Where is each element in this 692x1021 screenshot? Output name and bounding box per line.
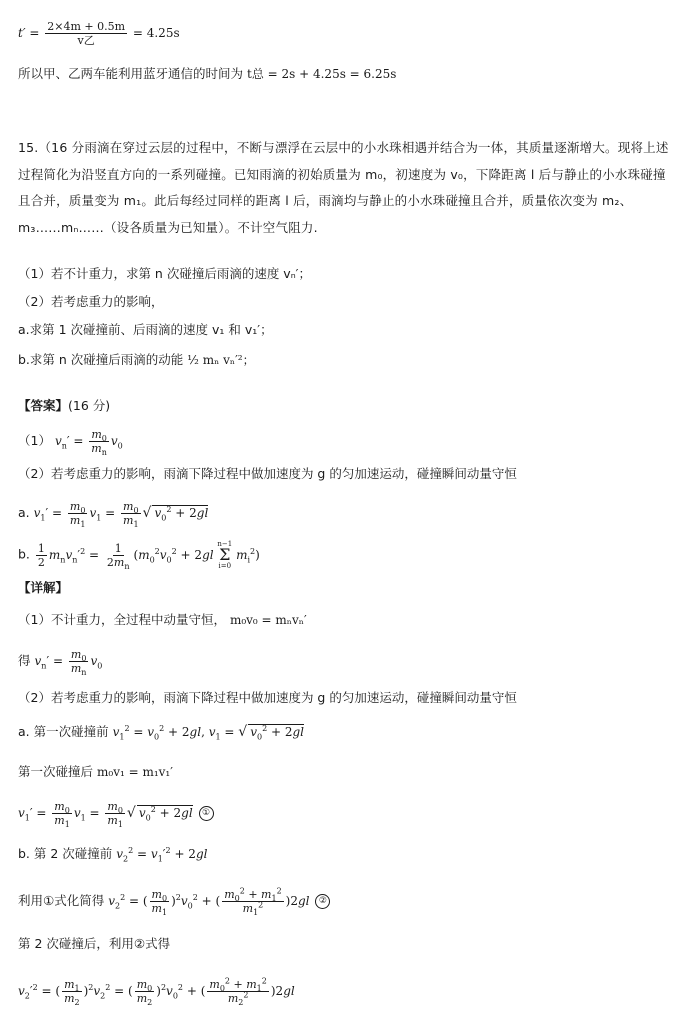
- detail-2c: 利用①式化简得 $v_2^2$ = ( $\frac{m_0}{m_1}$ )$^2v_0^2$ + ( $\frac{m_0^2 + m_1^2}{m_1^2}$ )2gl ②: [18, 888, 332, 915]
- formula-t-prime: t′ = $\frac{2\times 4m + 0.5m}{\text{v乙}}$ = 4.25s: [18, 20, 180, 47]
- answer-1: （1） $v_n'$ = $\frac{m_0}{m_n}$ $v_0$: [18, 428, 123, 458]
- detail-2a: a. 第一次碰撞前 $v_1^2 = v_0^2 + 2gl$, $v_1$ = √ $v_0^2 + 2gl$: [18, 724, 305, 742]
- fraction: $\frac{2\times 4m + 0.5m}{\text{v乙}}$: [47, 20, 126, 47]
- detail-2d: 第 2 次碰撞后，利用②式得: [18, 936, 171, 951]
- answer-2a: a. $v_1'$ = $\frac{m_0}{m_1}$ $v_1$ = $\frac{m_0}{m_1}$ √ $v_0^2 + 2gl$: [18, 500, 209, 530]
- detail-heading: 【详解】: [18, 580, 69, 595]
- answer-2-text: （2）若考虑重力的影响，雨滴下降过程中做加速度为 g 的匀加速运动，碰撞瞬间动量守恒: [18, 466, 517, 481]
- question-2b: b.求第 n 次碰撞后雨滴的动能 ½ mₙ vₙ′²；: [18, 352, 255, 367]
- equation-marker-2: ②: [315, 894, 330, 909]
- question-1: （1）若不计重力，求第 n 次碰撞后雨滴的速度 vₙ′；: [18, 266, 312, 281]
- detail-2b: b. 第 2 次碰撞前 $v_2^2 = v_1'^2 + 2gl$: [18, 846, 208, 864]
- question-2: （2）若考虑重力的影响，: [18, 294, 164, 309]
- detail-1b: 得 $v_n'$ = $\frac{m_0}{m_n}$ $v_0$: [18, 648, 103, 678]
- detail-1: （1）不计重力，全过程中动量守恒， m₀v₀ = mₙvₙ′: [18, 612, 307, 627]
- detail-2a3: $v_1'$ = $\frac{m_0}{m_1}$ $v_1$ = $\frac{m_0}{m_1}$ √ $v_0^2 + 2gl$ ①: [18, 800, 216, 827]
- question-2a: a.求第 1 次碰撞前、后雨滴的速度 v₁ 和 v₁′；: [18, 322, 273, 337]
- detail-2e: $v_2'^2$ = ( $\frac{m_1}{m_2}$ )$^2v_2^2$ = ( $\frac{m_0}{m_2}$ )$^2v_0^2$ + ( $\frac{m_0^2 + m_1^2}{m_2^2}$ )2gl: [18, 976, 295, 1008]
- equation-marker-1: ①: [199, 806, 214, 821]
- answer-heading: 【答案】(16 分): [18, 398, 111, 413]
- detail-2-text: （2）若考虑重力的影响，雨滴下降过程中做加速度为 g 的匀加速运动，碰撞瞬间动量守恒: [18, 690, 517, 705]
- problem-statement: 15.（16 分雨滴在穿过云层的过程中，不断与漂浮在云层中的小水珠相遇并结合为一体，其质量逐渐增大。现将上述过程简化为沿竖直方向的一系列碰撞。已知雨滴的初始质量为 m₀，初速度为 v₀，下降距离 l 后与静止的小水珠碰撞且合并，质量变为 m₁。此后每经过同样的距离 l 后，雨滴均与静止的小水珠碰撞且合并，质量依次变为 m₂、m₃……mₙ……（设各质量为已知量）。不计空气阻力.: [18, 140, 669, 235]
- answer-2b: b. $\frac{1}{2}$ $m_nv_n'^2$ = $\frac{1}{2m_n}$ ($m_0^2v_0^2 + 2gl$ n−1 Σ i=0 $m_i^2$): [18, 540, 260, 571]
- conclusion-line: 所以甲、乙两车能利用蓝牙通信的时间为 t总 = 2s + 4.25s = 6.25s: [18, 66, 397, 81]
- detail-2a2: 第一次碰撞后 m₀v₁ = m₁v₁′: [18, 764, 173, 779]
